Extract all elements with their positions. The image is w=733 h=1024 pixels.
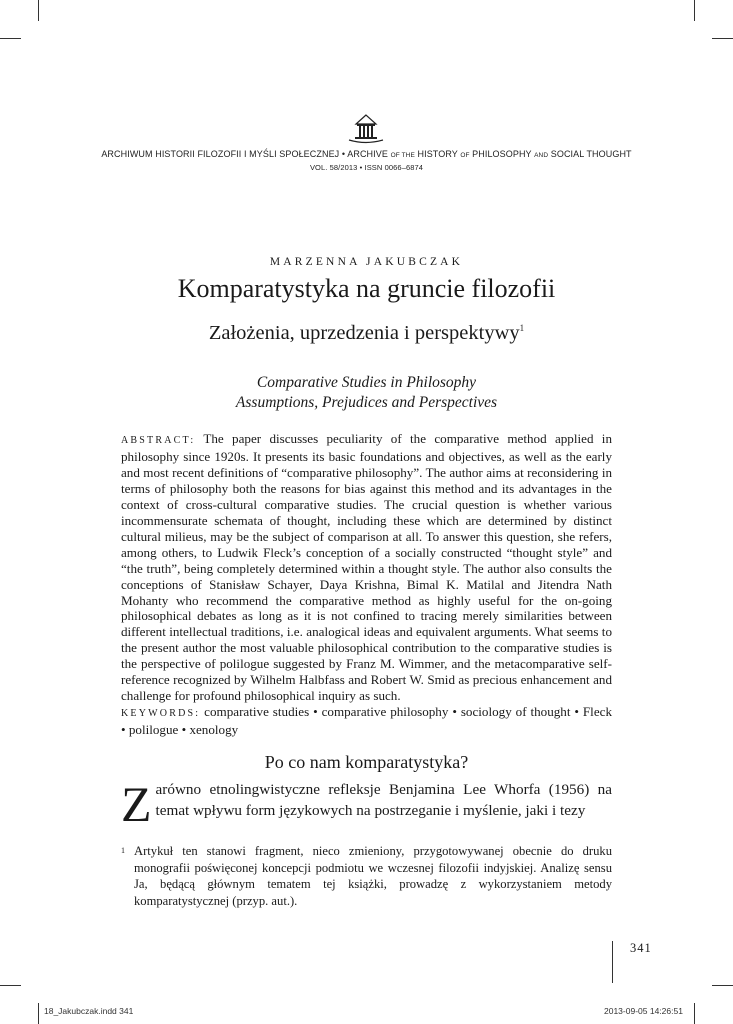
article-subtitle: Założenia, uprzedzenia i perspektywy$^1$ [208, 322, 525, 344]
journal-name: ARCHIWUM HISTORII FILOZOFII I MYŚLI SPOŁECZNEJ • ARCHIVE OF THE HISTORY OF PHILOSOPHY AND SOCIAL THOUGHT [101, 149, 632, 159]
drop-cap: Z [121, 776, 152, 832]
body-paragraph [121, 776, 612, 832]
crop-mark-right-top [712, 38, 733, 39]
body-text: arówno etnolingwistyczne refleksje Benjamina Lee Whorfa (1956) na temat wpływu form językowych na postrzeganie i myślenie, jaki i tezy [155, 781, 612, 819]
crop-mark-bottom-left [38, 1003, 39, 1024]
english-title-line1: Comparative Studies in Philosophy [256, 374, 477, 391]
abstract-text: The paper discusses peculiarity of the comparative method applied in philosophy since 1920s. It presents its basic foundations and objectives, as well as the early and most recent definitions of “comparative philosophy”. The author aims at reconsidering in terms of philosophy both the reasons for bias against this method and its advantages in the context of cross-cultural comparative studies. The crucial question is whether various incommensurate schemata of thought, including these which are determined by distinct cultural milieus, may be the subject of comparison at all. To answer this question, she refers, among others, to Ludwik Fleck’s conception of a socially constructed “thought style” and “the truth”, being completely determined within a thought style. The author also consults the conceptions of Stanisław Schayer, Daya Krishna, Bimal K. Matilal and Jitendra Nath Mohanty who recommend the comparative method as highly useful for the on-going philosophical debates as long as it is not confined to tracing merely similarities between different intellectual traditions, i.e. analogical ideas and equivalent arguments. What seems to the present author the most valuable philosophical contribution to the comparative studies is the perspective of polilogue suggested by Franz M. Wimmer, and the metacomparative self-reference recognized by Wilhelm Halbfass and Robert W. Smid as precious enhancement and challenge for profound philosophical inquiry as such. [121, 431, 612, 704]
crop-mark-top-left [38, 0, 39, 21]
footnote [121, 843, 612, 909]
abstract-label: ABSTRACT: [121, 435, 196, 446]
keywords-label: KEYWORDS: [121, 708, 201, 720]
crop-mark-bottom-right [694, 1003, 695, 1024]
page-number: 341 [630, 941, 652, 955]
crop-mark-left-top [0, 38, 21, 39]
journal-emblem-icon [347, 112, 385, 144]
section-heading: Po co nam komparatystyka? [264, 752, 469, 772]
author-name: MARZENNA JAKUBCZAK [269, 256, 464, 268]
slug-timestamp: 2013-09-05 14:26:51 [604, 1006, 683, 1016]
crop-mark-top-right [694, 0, 695, 21]
english-title-line2: Assumptions, Prejudices and Perspectives [235, 394, 498, 411]
journal-volume: VOL. 58/2013 • ISSN 0066–6874 [309, 163, 424, 172]
footnote-text: Artykuł ten stanowi fragment, nieco zmieniony, przygotowywanej obecnie do druku monografii poświęconej koncepcji podmiotu we wczesnej filozofii indyjskiej. Analizę sensu Ja, będącą głównym tematem tej książki, prowadzę z wykorzystaniem metody komparatystycznej (przyp. aut.). [134, 844, 612, 908]
footnote-mark: 1 [121, 846, 125, 855]
keywords-text: comparative studies • comparative philosophy • sociology of thought • Fleck • polilogue • xenology [121, 704, 612, 738]
keywords-paragraph [121, 704, 612, 738]
crop-mark-right-bottom [712, 985, 733, 986]
slug-filename: 18_Jakubczak.indd 341 [44, 1006, 134, 1016]
abstract-block [121, 431, 612, 738]
page-number-rule [612, 941, 613, 983]
abstract-paragraph [121, 431, 612, 704]
footnote-reference[interactable]: 1 [519, 323, 525, 333]
article-title: Komparatystyka na gruncie filozofii [177, 274, 556, 303]
crop-mark-left-bottom [0, 985, 21, 986]
